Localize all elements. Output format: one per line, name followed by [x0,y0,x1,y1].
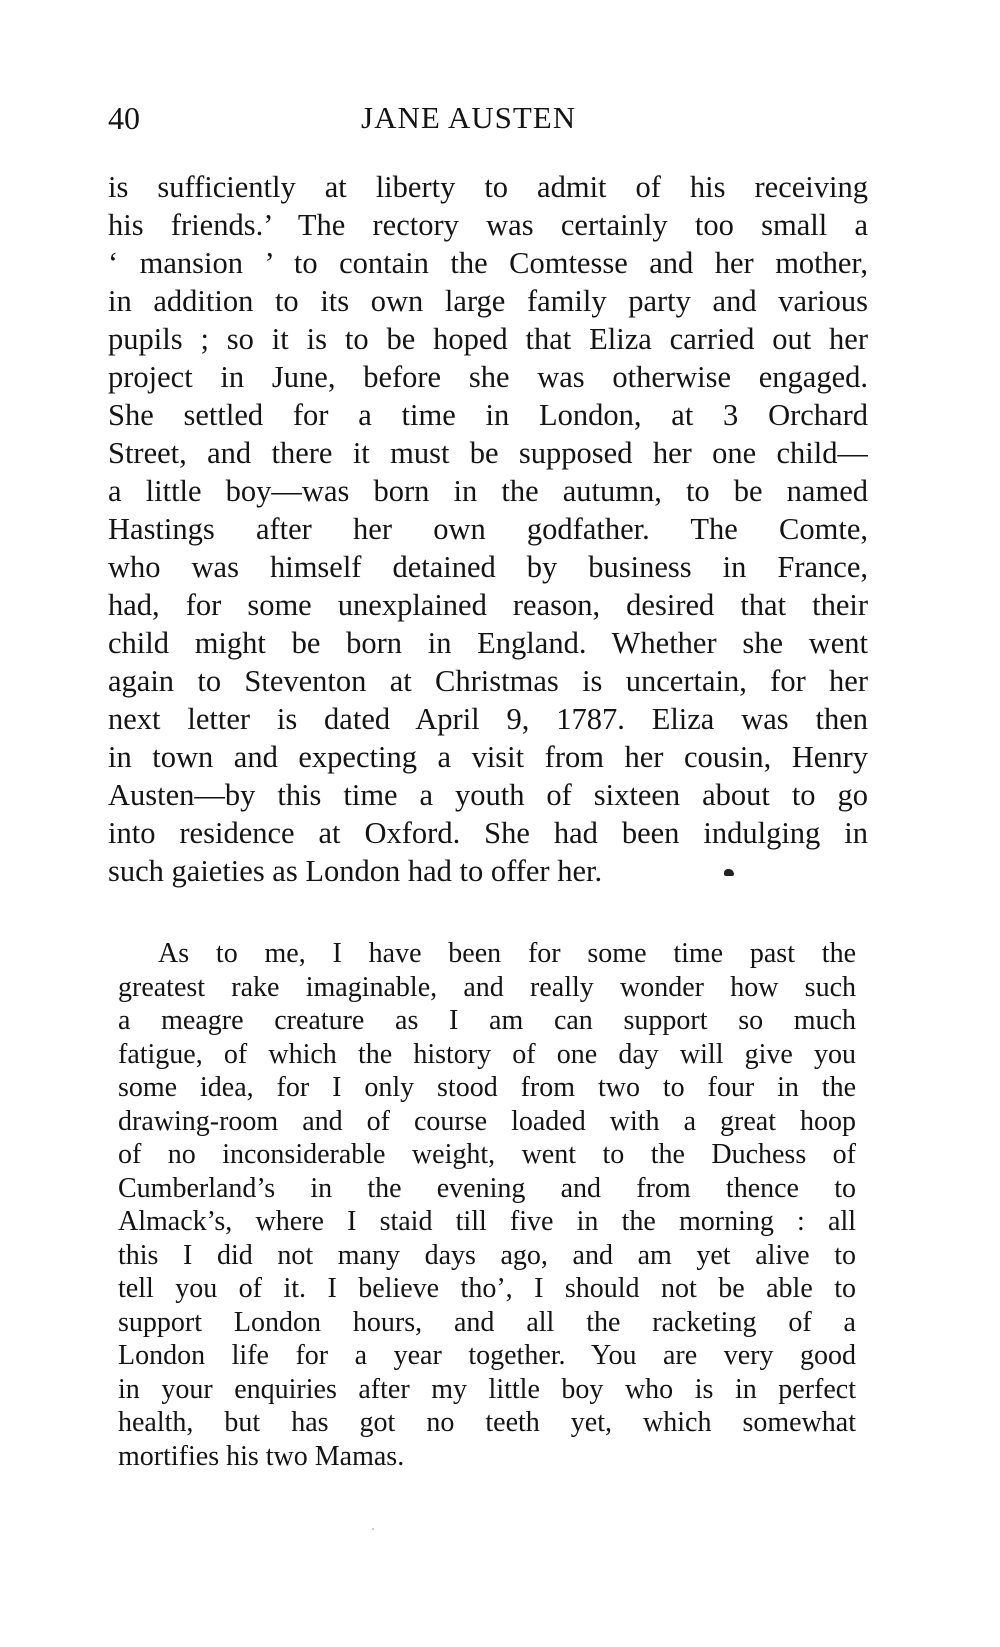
body-line: is sufficiently at liberty to admit of his receiving [108,170,868,204]
quote-line: fatigue, of which the history of one day will give you [118,1038,856,1070]
body-paragraph [108,168,868,890]
running-title: JANE AUSTEN [361,100,577,135]
body-line: She settled for a time in London, at 3 Orchard [108,398,868,432]
quote-line: London life for a year together. You are very good [118,1340,856,1371]
page-number: 40 [108,100,140,136]
quote-line: health, but has got no teeth yet, which somewhat [118,1407,856,1438]
quote-line: a meagre creature as I am can support so much [118,1005,856,1036]
quote-line: in your enquiries after my little boy who is in perfect [118,1373,856,1405]
quote-line: some idea, for I only stood from two to four in the [118,1072,856,1103]
body-line: child might be born in England. Whether she went [108,626,868,660]
body-line: project in June, before she was otherwise engaged. [108,360,868,394]
quote-line: this I did not many days ago, and am yet alive to [118,1239,856,1271]
quote-line: mortifies his two Mamas. [118,1440,405,1472]
body-line: a little boy—was born in the autumn, to be named [108,474,868,508]
body-line: into residence at Oxford. She had been indulging in [108,816,868,850]
page-header [108,100,908,150]
body-line: such gaieties as London had to offer her. [108,854,603,888]
body-line: his friends.’ The rectory was certainly too small a [108,208,868,242]
quote-line: support London hours, and all the racketing of a [118,1306,856,1338]
body-line: Hastings after her own godfather. The Comte, [108,512,868,546]
body-line: pupils ; so it is to be hoped that Eliza carried out her [108,322,868,356]
quote-line: As to me, I have been for some time past the [158,938,856,969]
letter-quotation [118,937,856,1473]
quote-line: Cumberland’s in the evening and from thence to [118,1172,856,1204]
body-line: in addition to its own large family party and various [108,284,868,318]
quote-line: Almack’s, where I staid till five in the morning : all [118,1206,856,1237]
body-line: who was himself detained by business in France, [108,550,868,584]
quote-line: of no inconsiderable weight, went to the Duchess of [118,1139,856,1170]
body-line: ‘ mansion ’ to contain the Comtesse and her mother, [108,246,868,280]
paper-speck [372,1528,374,1530]
body-line: in town and expecting a visit from her cousin, Henry [108,740,868,774]
body-line: again to Steventon at Christmas is uncertain, for her [108,664,868,698]
quote-line: drawing-room and of course loaded with a great hoop [118,1105,856,1137]
ink-mark [724,869,734,876]
quote-line: tell you of it. I believe tho’, I should not be able to [118,1273,856,1304]
body-line: next letter is dated April 9, 1787. Eliza was then [108,702,868,736]
body-line: Street, and there it must be supposed her one child— [108,436,868,470]
quote-line: greatest rake imaginable, and really wonder how such [118,971,856,1003]
body-line: Austen—by this time a youth of sixteen about to go [108,778,868,812]
body-line: had, for some unexplained reason, desired that their [108,588,868,622]
